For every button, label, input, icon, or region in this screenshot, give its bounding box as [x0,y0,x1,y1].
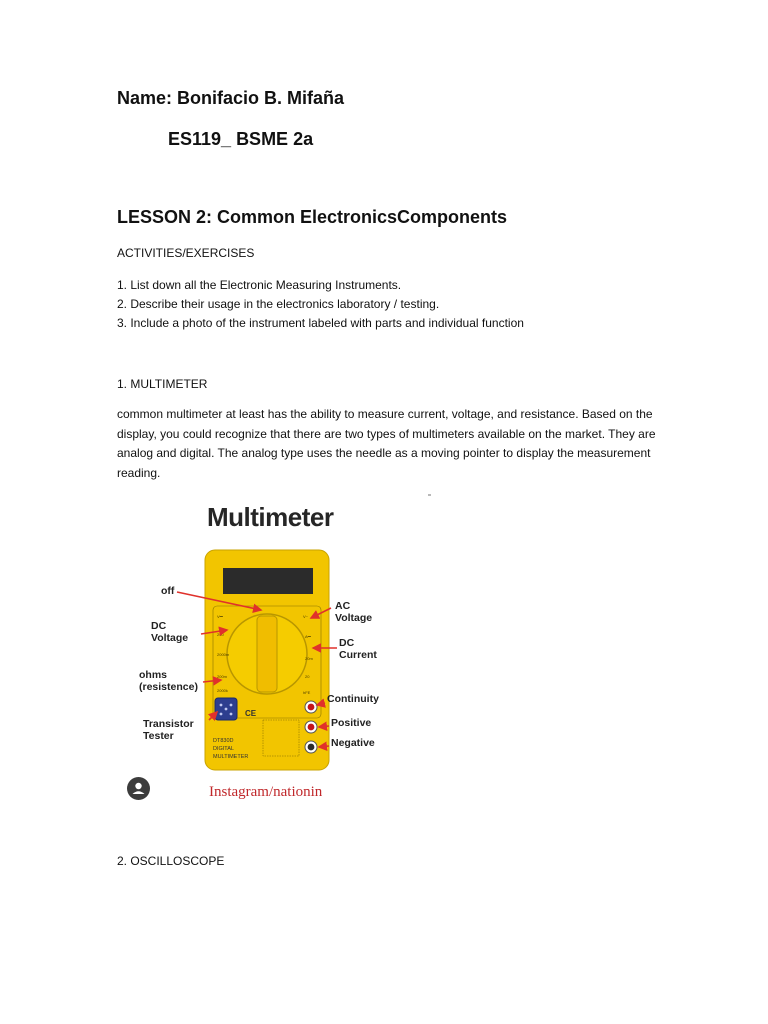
svg-text:A⎓: A⎓ [305,634,311,639]
student-name: Name: Bonifacio B. Mifaña [117,88,345,108]
svg-text:DIGITAL: DIGITAL [213,746,234,752]
person-icon [127,777,150,800]
multimeter-description: common multimeter at least has the ability to measure current, voltage, and resistance. Based on the display, you could recognize that there are two types of multimeters available on the market. They are analog and digital. The analog type uses the needle as a moving pointer to display the measurement reading. [117,407,656,480]
instructions-list [117,276,524,333]
instruction-item: 2. Describe their usage in the electronics laboratory / testing. [117,297,440,311]
callout-off: off [161,585,175,597]
instruction-item: 3. Include a photo of the instrument labeled with parts and individual function [117,316,524,330]
svg-text:MULTIMETER: MULTIMETER [213,754,249,760]
callout-dc-voltage: DC Voltage [151,620,189,644]
multimeter-illustration [117,496,433,812]
svg-text:2000k: 2000k [217,688,228,693]
svg-text:hFE: hFE [303,690,311,695]
activities-heading: ACTIVITIES/EXERCISES [117,246,255,260]
callout-continuity: Continuity [327,693,379,705]
user-avatar-icon[interactable] [127,777,150,800]
callout-ac-voltage: AC Voltage [335,600,373,624]
svg-text:CE: CE [245,709,257,718]
input-jacks [305,701,317,753]
svg-text:200: 200 [217,632,224,637]
multimeter-figure [117,496,433,812]
svg-text:2000m: 2000m [217,652,230,657]
figure-credit: Instagram/nationin [209,784,323,800]
svg-text:V⎓: V⎓ [217,614,223,619]
course-code: ES119_ BSME 2a [168,129,314,149]
callout-ohms: ohms (resistence) [139,669,198,693]
lesson-title: LESSON 2: Common ElectronicsComponents [117,207,508,227]
instruction-item: 1. List down all the Electronic Measuring Instruments. [117,278,402,292]
callout-negative: Negative [331,737,375,749]
multimeter-display [223,568,313,594]
svg-text:20: 20 [305,674,310,679]
svg-text:V~: V~ [303,614,309,619]
section-heading-oscilloscope: 2. OSCILLOSCOPE [117,854,225,868]
svg-text:200m: 200m [217,674,228,679]
device-model-label: DT830D [213,738,234,744]
callout-transistor-tester: Transistor Tester [143,718,194,742]
svg-text:20m: 20m [305,656,313,661]
figure-title: Multimeter [207,502,334,532]
callout-positive: Positive [331,717,372,729]
callout-dc-current: DC Current [339,637,377,661]
section-heading-multimeter: 1. MULTIMETER [117,377,208,391]
